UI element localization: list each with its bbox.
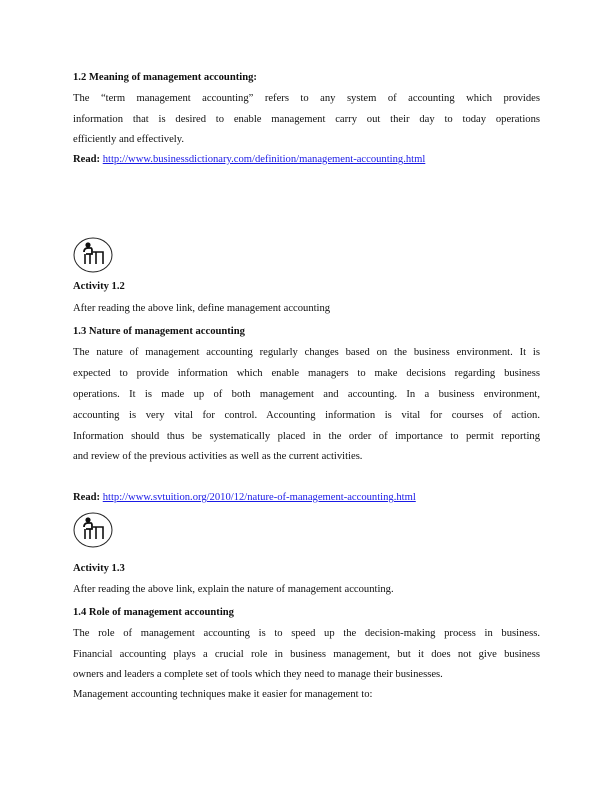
- section-heading-1-3: 1.3 Nature of management accounting: [73, 326, 245, 337]
- activity-text-1-2: After reading the above link, define management accounting: [73, 303, 331, 314]
- paragraph-line: Management accounting techniques make it easier for management to:: [73, 689, 373, 700]
- paragraph-line: The “term management accounting” refers to any system of accounting which provides: [73, 93, 540, 104]
- paragraph-line: Financial accounting plays a crucial role in business management, but it does not give business: [73, 649, 540, 660]
- paragraph-line: accounting is very vital for control. Accounting information is vital for courses of action.: [73, 410, 540, 421]
- read-link-businessdictionary[interactable]: http://www.businessdictionary.com/definition/management-accounting.html: [102, 154, 426, 165]
- activity-text-1-3: After reading the above link, explain the nature of management accounting.: [73, 584, 394, 595]
- read-label: Read:: [73, 154, 101, 165]
- paragraph-line: and review of the previous activities as well as the current activities.: [73, 451, 363, 462]
- read-label: Read:: [73, 492, 101, 503]
- read-link-svtuition[interactable]: http://www.svtuition.org/2010/12/nature-of-management-accounting.html: [102, 492, 416, 503]
- paragraph-line: expected to provide information which enable managers to make decisions regarding business: [73, 368, 540, 379]
- paragraph-line: owners and leaders a complete set of tools which they need to manage their businesses.: [73, 669, 443, 680]
- paragraph-line: Information should thus be systematically placed in the order of importance to permit reporting: [73, 431, 540, 442]
- person-at-desk-icon: [73, 512, 113, 548]
- section-heading-1-4: 1.4 Role of management accounting: [73, 607, 234, 618]
- paragraph-line: efficiently and effectively.: [73, 134, 184, 145]
- paragraph-line: The role of management accounting is to speed up the decision-making process in business.: [73, 628, 540, 639]
- section-heading-1-2: 1.2 Meaning of management accounting:: [73, 72, 257, 83]
- paragraph-line: The nature of management accounting regularly changes based on the business environment. It is: [73, 347, 540, 358]
- read-line-1-2: [73, 154, 425, 165]
- read-line-1-3: [73, 492, 416, 503]
- activity-title-1-2: Activity 1.2: [73, 281, 125, 292]
- paragraph-line: operations. It is made up of both management and accounting. In a business environment,: [73, 389, 540, 400]
- person-at-desk-icon: [73, 237, 113, 273]
- paragraph-line: information that is desired to enable management carry out their day to today operations: [73, 114, 540, 125]
- activity-title-1-3: Activity 1.3: [73, 563, 125, 574]
